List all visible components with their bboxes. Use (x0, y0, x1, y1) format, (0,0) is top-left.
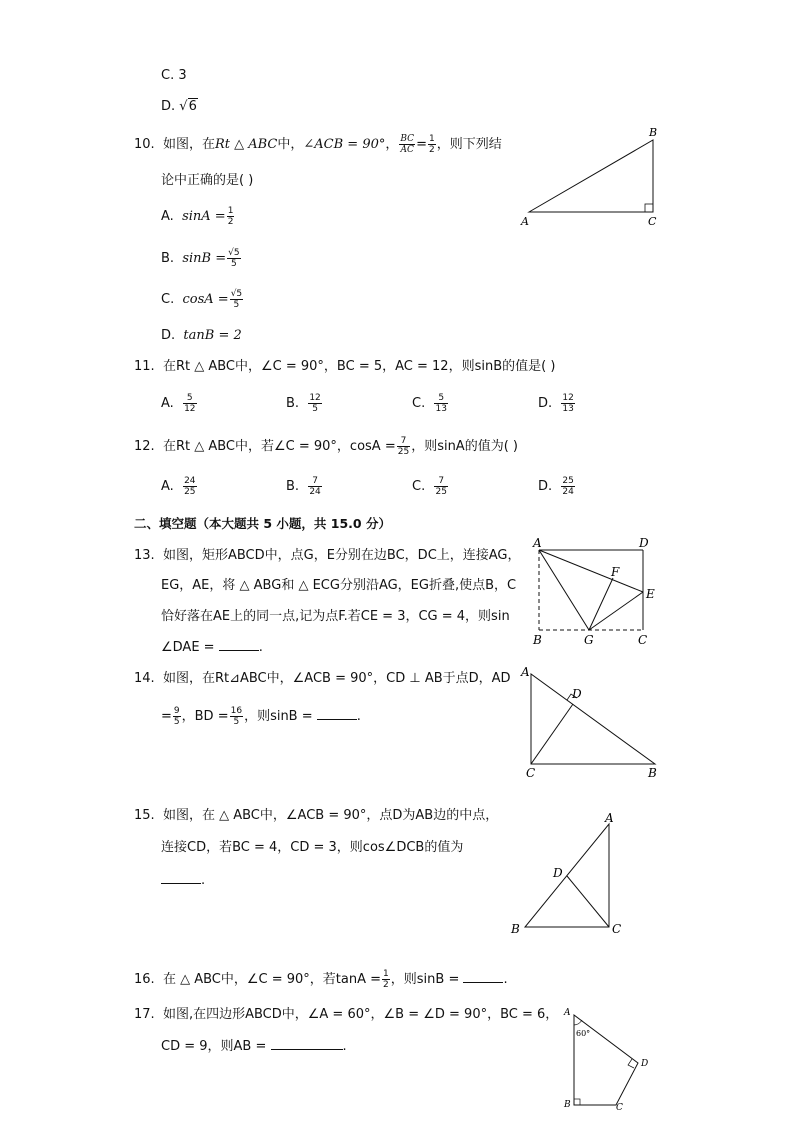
q17-label-d: D (641, 1059, 649, 1069)
q11-stem: 11. 在Rt △ ABC中，∠C = 90°，BC = 5，AC = 12，则sinB的值是( ) (134, 359, 556, 374)
q17-label-c: C (616, 1103, 623, 1113)
q14-line-2: = $\frac{9}{5}$ ，BD = $\frac{16}{5}$ ，则sinB = . (161, 706, 361, 727)
q10-label-b: B (649, 126, 658, 139)
q9-option-d-radicand: 6 (188, 99, 197, 114)
q13-label-c: C (638, 633, 648, 647)
q10-option-d: D. tanB = 2 (161, 328, 242, 343)
q16-answer-blank (463, 970, 503, 983)
q17-angle-label: 60° (576, 1029, 591, 1038)
q11-option-c: C. $\frac{5}{13}$ (412, 393, 447, 414)
q13-line-1: 13. 如图，矩形ABCD中，点G，E分别在边BC，DC上，连接AG， (134, 548, 521, 563)
q13-line-3: 恰好落在AE上的同一点,记为点F.若CE = 3，CG = 4，则sin (161, 609, 510, 624)
q14-label-b: B (648, 766, 657, 780)
q13-label-d: D (639, 536, 649, 550)
q12-stem: 12. 在Rt △ ABC中，若∠C = 90°，cosA = $\frac{7}{25}$ ，则sinA的值为( ) (134, 436, 518, 457)
q16-stem: 16. 在 △ ABC中，∠C = 90°，若tanA = $\frac{1}{2}$ ，则sinB = . (134, 969, 508, 990)
q15-line-3: . (161, 871, 205, 891)
q13-label-g: G (584, 633, 594, 647)
q12-option-c: C. $\frac{7}{25}$ (412, 476, 447, 497)
q15-label-d: D (553, 866, 563, 880)
q9-option-c: C. 3 (161, 68, 187, 83)
q17-answer-blank (271, 1037, 343, 1050)
q15-label-b: B (511, 922, 520, 936)
q10-label-c: C (648, 215, 657, 228)
q10-option-c: C. cosA = $\frac{√5}{5}$ (161, 289, 243, 310)
q15-line-2: 连接CD，若BC = 4，CD = 3，则cos∠DCB的值为 (161, 840, 464, 855)
q10-stem: 10. 如图，在Rt △ ABC中，∠ACB = 90°， $\frac{BC}{AC}$ = $\frac{1}{2}$ ，则下列结 (134, 134, 502, 155)
q13-label-a: A (533, 536, 542, 550)
q15-label-c: C (612, 922, 622, 936)
q12-option-b: B. $\frac{7}{24}$ (286, 476, 321, 497)
q13-line-4: ∠DAE = . (161, 640, 263, 655)
q17-label-a: A (564, 1008, 571, 1018)
q10-ratio: $\frac{BC}{AC}$ (400, 134, 415, 155)
q14-label-c: C (526, 766, 536, 780)
q10-label-a: A (521, 215, 529, 228)
q15-line-1: 15. 如图，在 △ ABC中，∠ACB = 90°，点D为AB边的中点， (134, 808, 499, 823)
q10-half: $\frac{1}{2}$ (428, 134, 435, 155)
q15-answer-blank (161, 871, 201, 884)
q14-label-a: A (521, 665, 530, 679)
q13-label-f: F (611, 565, 620, 579)
q15-label-a: A (605, 811, 614, 825)
q15-figure (505, 808, 635, 938)
q10-figure (515, 122, 665, 232)
q14-answer-blank (317, 707, 357, 720)
q12-option-d: D. $\frac{25}{24}$ (538, 476, 574, 497)
q14-label-d: D (572, 687, 582, 701)
q10-option-b: B. sinB = $\frac{√5}{5}$ (161, 248, 240, 269)
q10-stem-cont: 论中正确的是( ) (161, 173, 254, 188)
q13-figure (525, 534, 665, 649)
q11-option-d: D. $\frac{12}{13}$ (538, 393, 574, 414)
q9-option-d: D. √6 (161, 99, 197, 114)
q17-line-2: CD = 9，则AB = . (161, 1039, 347, 1054)
q10-option-a: A. sinA = $\frac{1}{2}$ (161, 206, 234, 227)
q13-answer-blank (219, 638, 259, 651)
q13-label-b: B (533, 633, 542, 647)
q13-label-e: E (646, 587, 655, 601)
section-title-fill-in: 二、填空题（本大题共 5 小题，共 15.0 分） (134, 516, 391, 531)
q13-line-2: EG，AE，将 △ ABG和 △ ECG分别沿AG，EG折叠,使点B，C (161, 578, 517, 593)
q14-line-1: 14. 如图，在Rt⊿ABC中，∠ACB = 90°，CD ⊥ AB于点D，AD (134, 671, 511, 686)
q14-figure (515, 662, 665, 782)
q11-option-a: A. $\frac{5}{12}$ (161, 393, 196, 414)
q12-option-a: A. $\frac{24}{25}$ (161, 476, 196, 497)
q11-option-b: B. $\frac{12}{5}$ (286, 393, 321, 414)
q17-figure (560, 1003, 660, 1115)
q17-line-1: 17. 如图,在四边形ABCD中，∠A = 60°，∠B = ∠D = 90°，BC = 6， (134, 1007, 559, 1022)
q17-label-b: B (564, 1100, 571, 1110)
